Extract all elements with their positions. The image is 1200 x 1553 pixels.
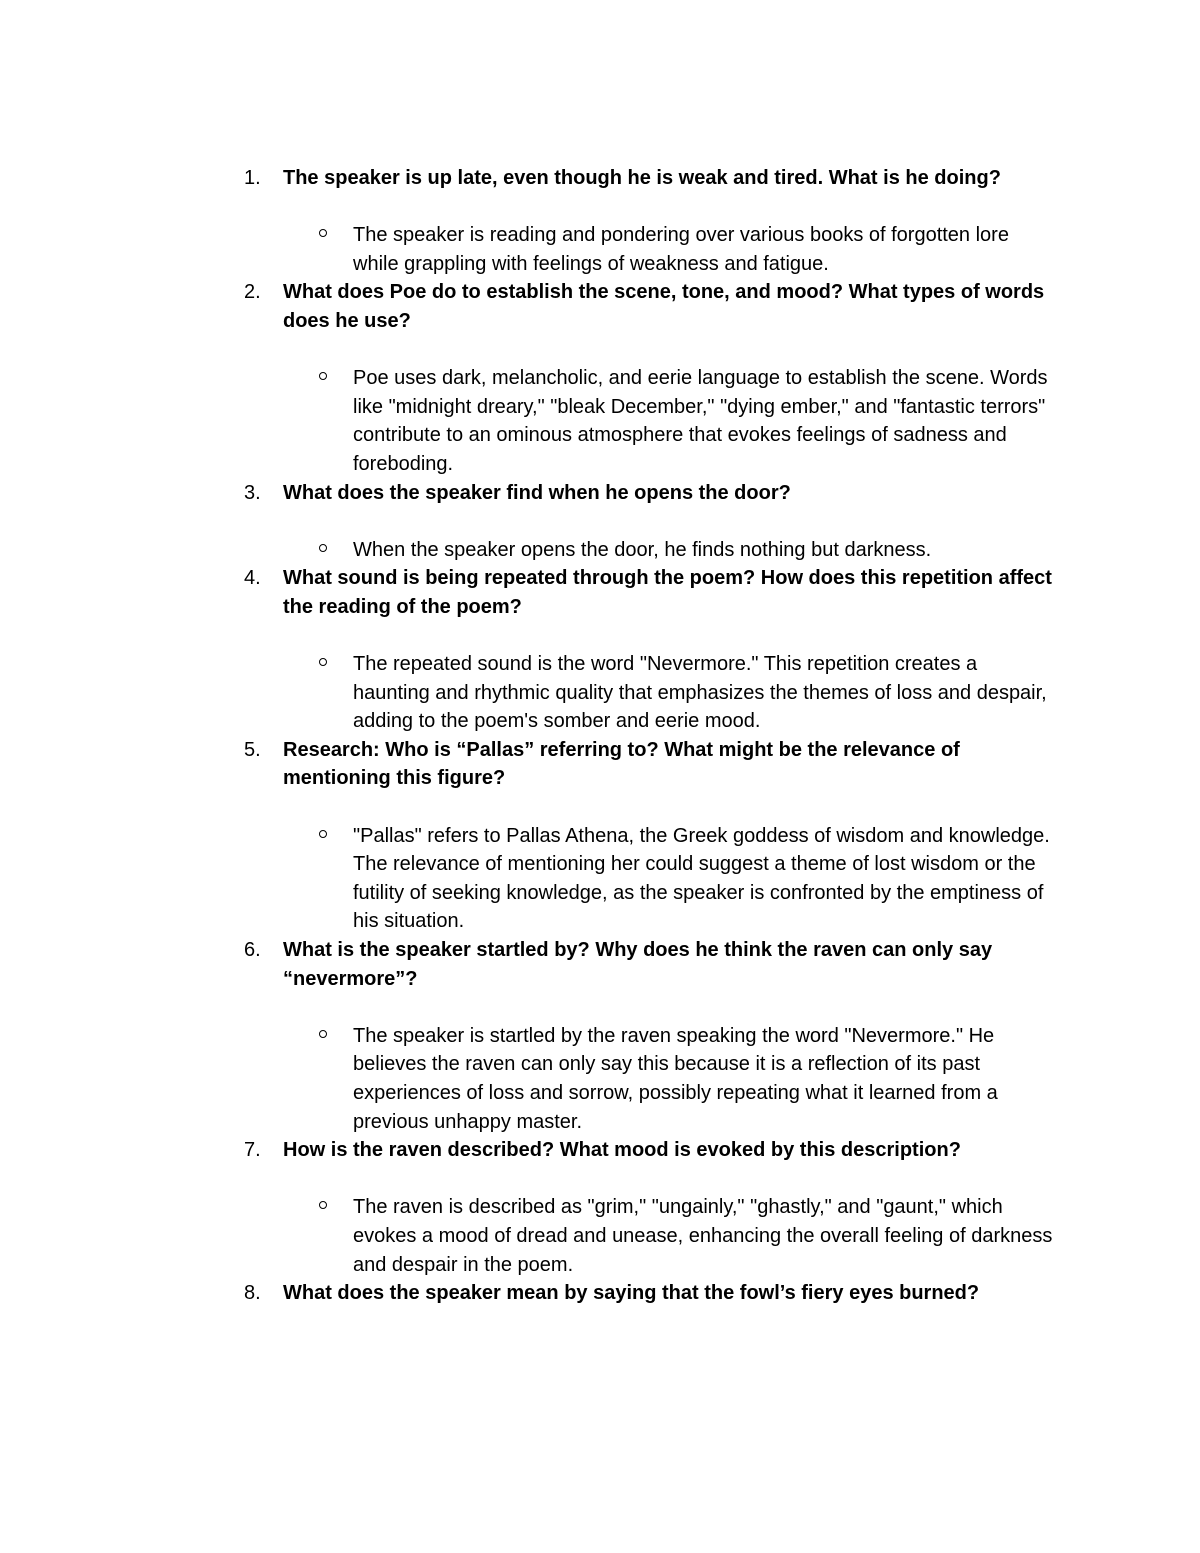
answer-text: The repeated sound is the word "Nevermore." This repetition creates a haunting and rhythmic quality that emphasizes the themes of loss and despair, adding to the poem's somber and eerie mood. [353,653,1047,733]
answer-text: The speaker is startled by the raven speaking the word "Nevermore." He believes the raven can only say this because it is a reflection of its past experiences of loss and sorrow, possibly repeating what it learned from a previous unhappy master. [353,1024,998,1133]
answer-item [353,364,1058,478]
question-item-3 [244,479,1064,565]
question-text: What does the speaker find when he opens the door? [283,481,791,504]
question-number: 1. [244,167,261,189]
question-number: 5. [244,738,261,761]
question-number: 6. [244,939,261,962]
hollow-circle-bullet-icon [319,229,327,237]
answer-item [353,1193,1058,1279]
question-item-6 [244,936,1064,1136]
question-text: The speaker is up late, even though he is weak and tired. What is he doing? [283,167,1001,189]
answer-item [353,650,1058,736]
answer-text: When the speaker opens the door, he finds nothing but darkness. [353,538,932,561]
question-item-7 [244,1136,1064,1279]
answer-item [353,536,1058,565]
question-text: What sound is being repeated through the poem? How does this repetition affect the reading of the poem? [283,567,1052,618]
hollow-circle-bullet-icon [319,658,327,666]
question-text: What does Poe do to establish the scene, tone, and mood? What types of words does he use? [283,281,1045,332]
question-number: 3. [244,481,261,504]
question-item-2 [244,278,1064,478]
question-text: Research: Who is “Pallas” referring to? What might be the relevance of mentioning this figure? [283,738,960,790]
question-list [244,164,1064,1308]
hollow-circle-bullet-icon [319,830,327,838]
question-item-4 [244,564,1064,736]
hollow-circle-bullet-icon [319,544,327,552]
hollow-circle-bullet-icon [319,372,327,380]
hollow-circle-bullet-icon [319,1201,327,1209]
answer-text: Poe uses dark, melancholic, and eerie language to establish the scene. Words like "midnight dreary," "bleak December," "dying ember," and "fantastic terrors" contribute to an ominous atmosphere that evokes feelings of sadness and foreboding. [353,367,1048,475]
answer-text: The raven is described as "grim," "ungainly," "ghastly," and "gaunt," which evokes a mood of dread and unease, enhancing the overall feeling of darkness and despair in the poem. [353,1196,1053,1276]
question-item-8 [244,1279,1064,1308]
question-number: 8. [244,1282,261,1305]
answer-text: The speaker is reading and pondering over various books of forgotten lore while grappling with feelings of weakness and fatigue. [353,224,1009,275]
question-item-5 [244,736,1064,936]
question-text: What does the speaker mean by saying that the fowl’s fiery eyes burned? [283,1282,980,1305]
question-text: How is the raven described? What mood is evoked by this description? [283,1139,961,1162]
answer-item [353,1022,1058,1136]
question-item-1 [244,164,1064,278]
hollow-circle-bullet-icon [319,1030,327,1038]
answer-item [353,221,1058,278]
question-number: 4. [244,567,261,590]
question-number: 2. [244,281,261,304]
answer-item [353,822,1058,936]
question-number: 7. [244,1139,261,1162]
answer-text: "Pallas" refers to Pallas Athena, the Greek goddess of wisdom and knowledge. The relevance of mentioning her could suggest a theme of lost wisdom or the futility of seeking knowledge, as the speaker is confronted by the emptiness of his situation. [353,824,1050,933]
question-text: What is the speaker startled by? Why does he think the raven can only say “nevermore”? [283,939,993,990]
